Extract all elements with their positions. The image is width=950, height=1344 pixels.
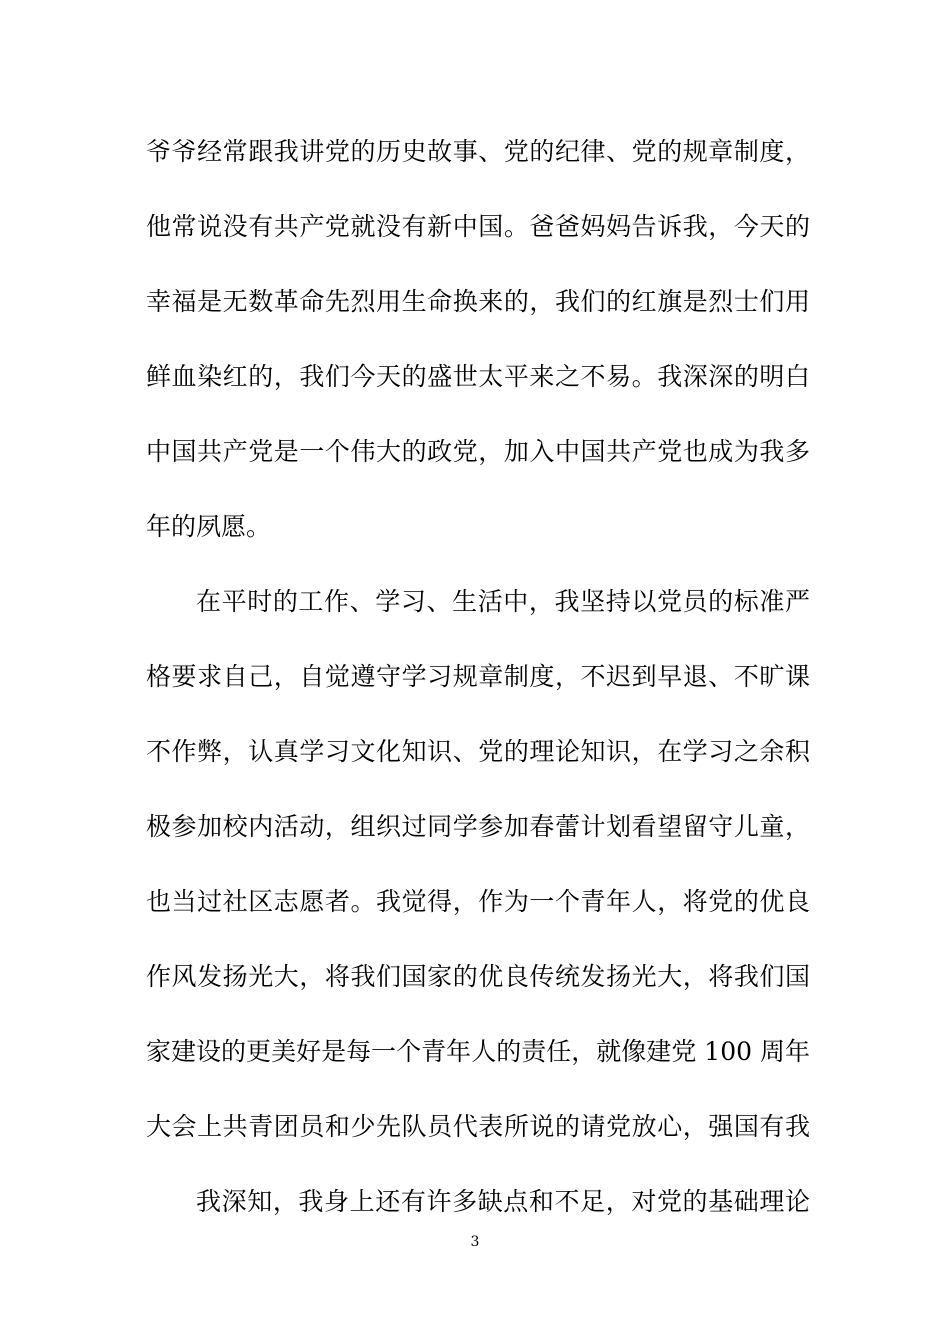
text-line-5: 中国共产党是一个伟大的政党，加入中国共产党也成为我多 bbox=[146, 437, 810, 466]
text-line-3: 幸福是无数革命先烈用生命换来的，我们的红旗是烈士们用 bbox=[146, 287, 810, 316]
text-line-15: 我深知，我身上还有许多缺点和不足，对党的基础理论 bbox=[196, 1187, 810, 1216]
text-line-2: 他常说没有共产党就没有新中国。爸爸妈妈告诉我，今天的 bbox=[146, 212, 810, 241]
text-line-14: 大会上共青团员和少先队员代表所说的请党放心，强国有我 bbox=[146, 1112, 810, 1141]
text-line-9: 不作弊，认真学习文化知识、党的理论知识，在学习之余积 bbox=[146, 737, 810, 766]
text-line-4: 鲜血染红的，我们今天的盛世太平来之不易。我深深的明白 bbox=[146, 362, 810, 391]
page-number: 3 bbox=[470, 1234, 480, 1250]
text-line-13: 家建设的更美好是每一个青年人的责任，就像建党 100 周年 bbox=[146, 1037, 810, 1066]
text-line-11: 也当过社区志愿者。我觉得，作为一个青年人，将党的优良 bbox=[146, 887, 810, 916]
text-line-10: 极参加校内活动，组织过同学参加春蕾计划看望留守儿童， bbox=[146, 812, 810, 841]
text-line-7: 在平时的工作、学习、生活中，我坚持以党员的标准严 bbox=[196, 587, 810, 616]
text-line-6: 年的夙愿。 bbox=[146, 512, 272, 541]
text-line-1: 爷爷经常跟我讲党的历史故事、党的纪律、党的规章制度， bbox=[146, 137, 810, 166]
text-line-12: 作风发扬光大，将我们国家的优良传统发扬光大，将我们国 bbox=[146, 962, 810, 991]
text-line-8: 格要求自己，自觉遵守学习规章制度，不迟到早退、不旷课 bbox=[146, 662, 810, 691]
